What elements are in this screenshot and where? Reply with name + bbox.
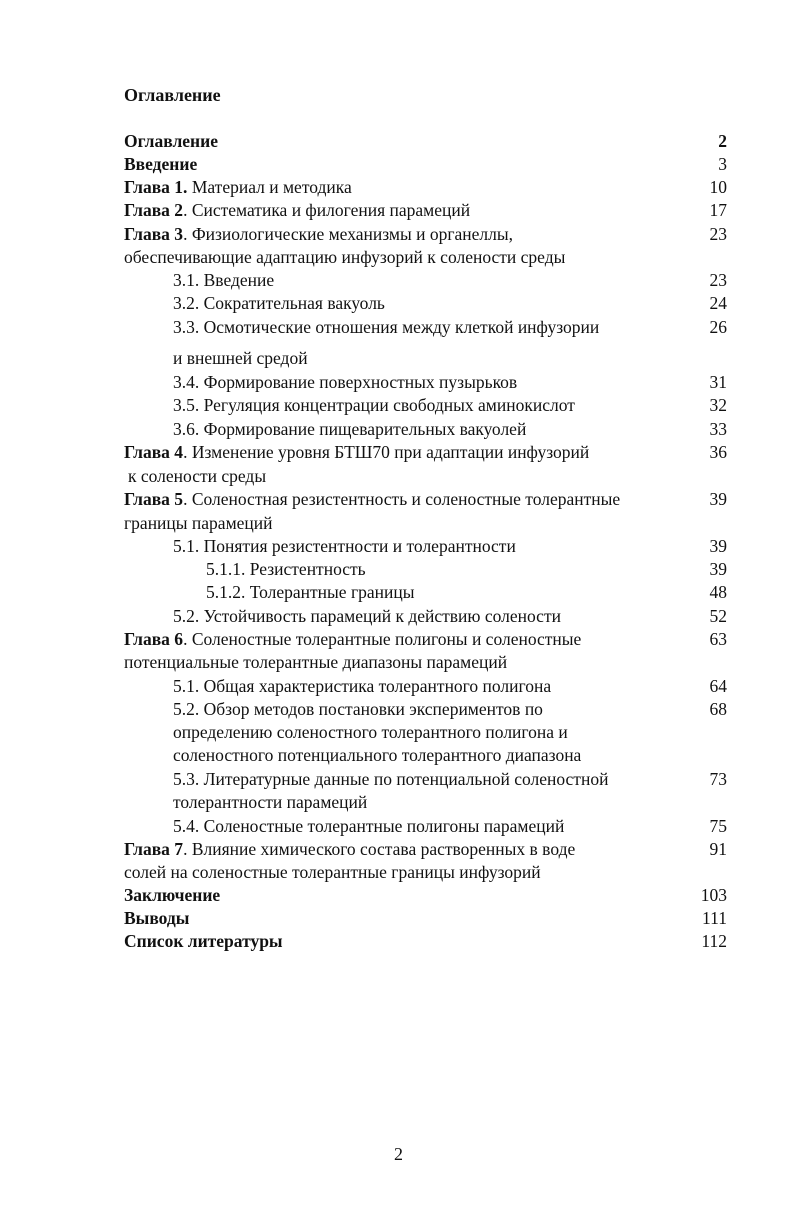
toc-text: . Соленостные толерантные полигоны и соленостные [183,629,582,649]
toc-page-number: 2 [718,131,727,151]
toc-text: 3.3. Осмотические отношения между клеткой инфузории [173,317,600,337]
toc-page-number: 33 [709,419,727,439]
toc-line [124,130,218,152]
toc-text: 3.2. Сократительная вакуоль [173,293,385,313]
toc-text: определению соленостного толерантного полигона и [173,722,568,742]
toc-line [124,651,507,673]
toc-text: толерантности парамеций [173,792,368,812]
toc-line [124,930,283,952]
toc-line [124,838,575,860]
toc-line [124,628,581,650]
toc-page-number: 32 [709,395,727,415]
toc-line [173,316,599,338]
toc-line [173,269,274,291]
toc-text: 3.6. Формирование пищеварительных вакуолей [173,419,527,439]
toc-bold-text: Глава 3 [124,224,184,244]
toc-line [124,199,470,221]
toc-text: 3.4. Формирование поверхностных пузырьков [173,372,518,392]
toc-bold-text: Глава 6 [124,629,184,649]
toc-line [173,768,608,790]
toc-line [173,698,543,720]
toc-page-number: 75 [709,816,727,836]
toc-line [206,558,366,580]
toc-text: . Изменение уровня БТШ70 при адаптации инфузорий [183,442,590,462]
page-number: 2 [394,1144,403,1164]
toc-line [124,488,620,510]
toc-text: . Систематика и филогения парамеций [183,200,471,220]
toc-page-number: 52 [709,606,727,626]
toc-text: 5.1. Понятия резистентности и толерантности [173,536,516,556]
toc-bold-text: Глава 5 [124,489,184,509]
toc-line [124,861,541,883]
toc-text: . Соленостная резистентность и соленостные толерантные [183,489,621,509]
toc-line [173,347,308,369]
toc-text: . Влияние химического состава растворенных в воде [183,839,576,859]
toc-bold-text: Заключение [124,885,221,905]
toc-line [173,675,551,697]
toc-bold-text: Выводы [124,908,190,928]
toc-page-number: 112 [701,931,727,951]
toc-text: 5.1.2. Толерантные границы [206,582,415,602]
toc-page-number: 17 [709,200,727,220]
toc-line [124,441,589,463]
toc-page-number: 91 [709,839,727,859]
toc-line [173,791,367,813]
toc-page-number: 103 [700,885,727,905]
toc-page-number: 111 [702,908,727,928]
toc-page-number: 48 [709,582,727,602]
toc-page-number: 10 [709,177,727,197]
toc-line [173,292,385,314]
toc-line [124,246,565,268]
toc-text: обеспечивающие адаптацию инфузорий к солености среды [124,247,566,267]
toc-bold-text: Оглавление [124,131,218,151]
toc-page-number: 63 [709,629,727,649]
toc-bold-text: Глава 4 [124,442,184,462]
toc-page-number: 23 [709,224,727,244]
toc-text: 5.2. Обзор методов постановки экспериментов по [173,699,543,719]
toc-page-number: 23 [709,270,727,290]
toc-text: потенциальные толерантные диапазоны парамеций [124,652,508,672]
toc-bold-text: Список литературы [124,931,283,951]
toc-text: 3.5. Регуляция концентрации свободных аминокислот [173,395,575,415]
toc-text: 5.3. Литературные данные по потенциальной соленостной [173,769,609,789]
toc-text: солей на соленостные толерантные границы инфузорий [124,862,541,882]
toc-heading: Оглавление [124,85,221,105]
toc-page-number: 24 [709,293,727,313]
toc-text: 5.2. Устойчивость парамеций к действию солености [173,606,561,626]
toc-page-number: 39 [709,536,727,556]
toc-line [206,581,415,603]
toc-line [173,394,575,416]
toc-text: 5.1.1. Резистентность [206,559,366,579]
toc-line [173,605,561,627]
toc-page-number: 36 [709,442,727,462]
toc-text: к солености среды [128,466,267,486]
toc-line [173,418,526,440]
toc-bold-text: Глава 7 [124,839,184,859]
toc-bold-text: Глава 2 [124,200,184,220]
toc-text: 5.4. Соленостные толерантные полигоны парамеций [173,816,565,836]
toc-line [128,465,266,487]
toc-line [173,535,516,557]
toc-page-number: 64 [709,676,727,696]
toc-page-number: 68 [709,699,727,719]
toc-text: 5.1. Общая характеристика толерантного полигона [173,676,552,696]
toc-page-number: 39 [709,489,727,509]
toc-line [124,512,273,534]
toc-line [124,176,352,198]
toc-line [124,884,220,906]
toc-page-number: 73 [709,769,727,789]
toc-text: границы парамеций [124,513,273,533]
toc-page-number: 26 [709,317,727,337]
toc-bold-text: Введение [124,154,198,174]
toc-text: соленостного потенциального толерантного диапазона [173,745,582,765]
toc-line [173,815,564,837]
toc-page-number: 3 [718,154,727,174]
toc-line [124,907,189,929]
toc-text: . Физиологические механизмы и органеллы, [183,224,514,244]
toc-bold-text: Глава 1. [124,177,188,197]
toc-line [124,223,513,245]
toc-line [173,721,568,743]
toc-line [173,744,581,766]
toc-text: и внешней средой [173,348,308,368]
toc-line [124,153,197,175]
toc-page-number: 39 [709,559,727,579]
toc-line [173,371,517,393]
toc-text: 3.1. Введение [173,270,275,290]
toc-page-number: 31 [709,372,727,392]
toc-text: Материал и методика [187,177,352,197]
